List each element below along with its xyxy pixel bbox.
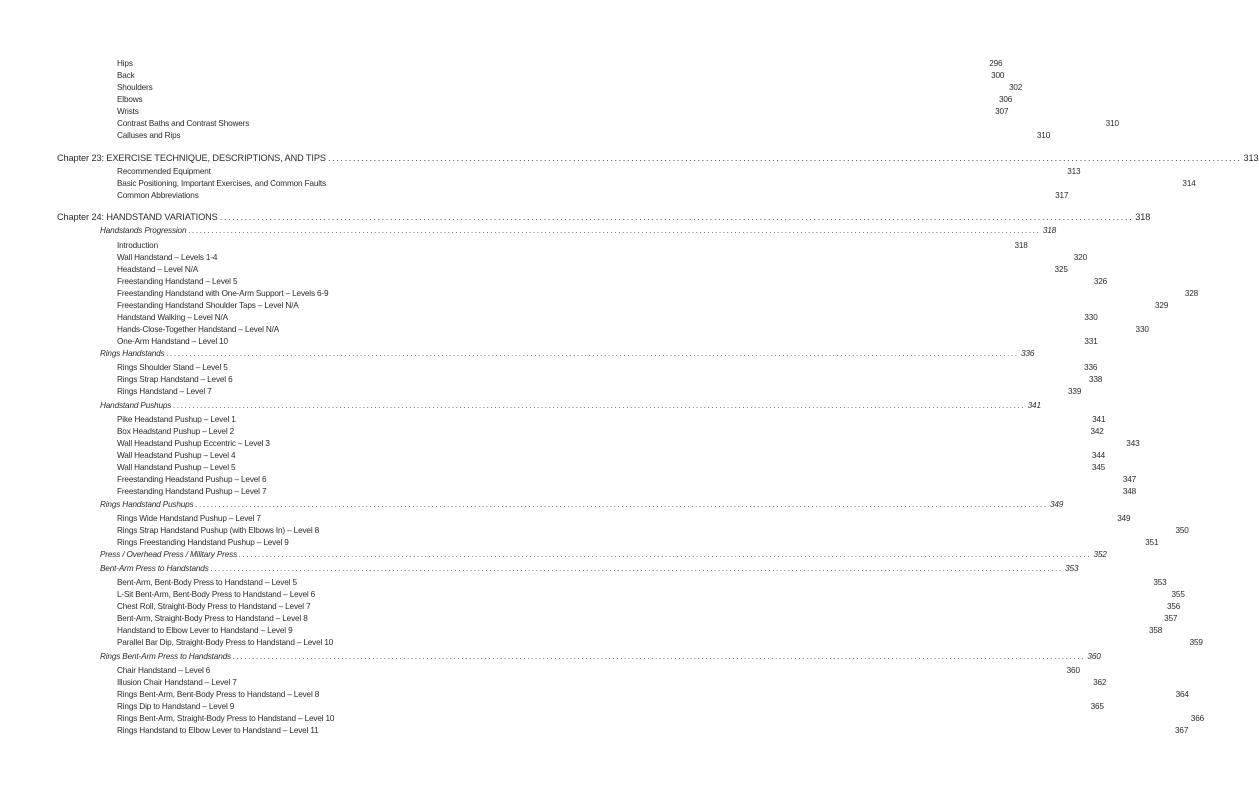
entry-title: Wall Headstand Pushup Eccentric – Level 3 [117, 439, 270, 448]
page-number: 349 [1049, 500, 1064, 509]
entry-title: Bent-Arm Press to Handstands [100, 564, 209, 573]
page-number: 313 [1243, 153, 1259, 163]
entry-title: Pike Headstand Pushup – Level 1 [117, 415, 236, 424]
entry-title: Introduction [117, 241, 158, 250]
toc-entry [117, 312, 1098, 324]
entry-title: Rings Bent-Arm, Bent-Body Press to Handstand – Level 8 [117, 690, 320, 699]
dot-leader: ............................................................................................................................................................................................................................ [195, 500, 1048, 509]
page-number: 355 [1171, 590, 1185, 599]
entry-title: Freestanding Handstand Pushup – Level 7 [117, 487, 267, 496]
chapter-heading [57, 152, 1259, 164]
toc-entry [117, 689, 1189, 701]
page-number: 302 [1008, 83, 1023, 92]
page-number: 331 [1084, 337, 1098, 346]
entry-title: Basic Positioning, Important Exercises, and Common Faults [117, 179, 326, 188]
page-number: 310 [1036, 131, 1051, 140]
entry-title: Rings Shoulder Stand – Level 5 [117, 363, 228, 372]
page-number: 326 [1093, 277, 1108, 286]
page-number: 356 [1166, 602, 1181, 611]
entry-title: Box Headstand Pushup – Level 2 [117, 427, 235, 436]
entry-title: Illusion Chair Handstand – Level 7 [117, 678, 237, 687]
entry-title: Chapter 24: HANDSTAND VARIATIONS [57, 212, 218, 222]
page-number: 306 [998, 95, 1013, 104]
entry-title: Parallel Bar Dip, Straight-Body Press to Handstand – Level 10 [117, 638, 334, 647]
toc-entry [117, 288, 1199, 300]
entry-title: Rings Strap Handstand – Level 6 [117, 375, 233, 384]
entry-title: Contrast Baths and Contrast Showers [117, 119, 250, 128]
toc-entry [117, 70, 1005, 82]
toc-entry [117, 276, 1108, 288]
section-heading [100, 348, 1035, 360]
dot-leader: ............................................................................................................................................................................................................................ [327, 153, 1242, 163]
page-number: 296 [989, 59, 1003, 68]
entry-title: Wall Handstand – Levels 1-4 [117, 253, 218, 262]
entry-title: Freestanding Handstand with One-Arm Support – Levels 6-9 [117, 289, 329, 298]
section-heading [100, 225, 1057, 237]
entry-title: Chair Handstand – Level 6 [117, 666, 211, 675]
chapter-heading [57, 211, 1151, 223]
entry-title: Freestanding Headstand Pushup – Level 6 [117, 475, 267, 484]
page-number: 353 [1065, 564, 1079, 573]
page-number: 360 [1066, 666, 1080, 675]
entry-title: One-Arm Handstand – Level 10 [117, 337, 228, 346]
toc-entry [117, 240, 1028, 252]
dot-leader: ............................................................................................................................................................................................................................ [239, 550, 1092, 559]
toc-entry [117, 577, 1167, 589]
toc-entry [117, 362, 1098, 374]
toc-entry [117, 94, 1013, 106]
page-number: 352 [1093, 550, 1107, 559]
entry-title: Shoulders [117, 83, 153, 92]
toc-entry [117, 513, 1131, 525]
page-number: 329 [1155, 301, 1169, 310]
section-heading [100, 651, 1101, 663]
toc-entry [117, 474, 1137, 486]
page-number: 336 [1020, 349, 1035, 358]
entry-title: Handstands Progression [100, 226, 187, 235]
entry-title: Hands-Close-Together Handstand – Level N/A [117, 325, 280, 334]
entry-title: Rings Handstand – Level 7 [117, 387, 212, 396]
toc-entry [117, 701, 1104, 713]
toc-entry [117, 613, 1178, 625]
page-number: 347 [1122, 475, 1137, 484]
page-number: 300 [991, 71, 1005, 80]
page-number: 343 [1126, 439, 1140, 448]
page-number: 317 [1055, 191, 1069, 200]
page-number: 364 [1175, 690, 1189, 699]
toc-entry [117, 438, 1140, 450]
page-number: 345 [1091, 463, 1106, 472]
toc-entry [117, 386, 1082, 398]
toc-entry [117, 450, 1106, 462]
page-number: 359 [1189, 638, 1203, 647]
toc-entry [117, 462, 1106, 474]
entry-title: Rings Strap Handstand Pushup (with Elbows In) – Level 8 [117, 526, 320, 535]
page-number: 344 [1091, 451, 1106, 460]
entry-title: Common Abbreviations [117, 191, 199, 200]
page-number: 341 [1027, 401, 1041, 410]
page-number: 362 [1093, 678, 1107, 687]
page-number: 307 [995, 107, 1009, 116]
page-number: 341 [1092, 415, 1106, 424]
toc-entry [117, 537, 1159, 549]
toc-entry [117, 713, 1205, 725]
page-number: 318 [1042, 226, 1057, 235]
toc-entry [117, 665, 1080, 677]
page-number: 318 [1014, 241, 1028, 250]
entry-title: Chest Roll, Straight-Body Press to Handstand – Level 7 [117, 602, 311, 611]
dot-leader: ............................................................................................................................................................................................................................ [232, 652, 1086, 661]
page-number: 339 [1068, 387, 1082, 396]
section-heading [100, 499, 1064, 511]
toc-entry [117, 166, 1081, 178]
toc-entry [117, 300, 1169, 312]
entry-title: Freestanding Handstand Shoulder Taps – Level N/A [117, 301, 299, 310]
page-number: 338 [1088, 375, 1103, 384]
page-number: 360 [1087, 652, 1101, 661]
toc-entry [117, 58, 1003, 70]
dot-leader: ............................................................................................................................................................................................................................ [188, 226, 1041, 235]
page-number: 353 [1153, 578, 1167, 587]
entry-title: Rings Handstand Pushups [100, 500, 194, 509]
toc-entry [117, 264, 1068, 276]
page-number: 314 [1182, 179, 1196, 188]
toc-entry [117, 336, 1098, 348]
entry-title: Bent-Arm, Bent-Body Press to Handstand – Level 5 [117, 578, 297, 587]
entry-title: Calluses and Rips [117, 131, 181, 140]
entry-title: Freestanding Handstand – Level 5 [117, 277, 238, 286]
toc-entry [117, 426, 1104, 438]
page-number: 325 [1054, 265, 1068, 274]
section-heading [100, 400, 1041, 412]
entry-title: Handstand Pushups [100, 401, 172, 410]
page-number: 367 [1175, 726, 1189, 735]
toc-entry [117, 130, 1051, 142]
entry-title: Elbows [117, 95, 143, 104]
entry-title: Chapter 23: EXERCISE TECHNIQUE, DESCRIPTIONS, AND TIPS [57, 153, 326, 163]
page-number: 328 [1184, 289, 1199, 298]
section-heading [100, 549, 1107, 561]
entry-title: L-Sit Bent-Arm, Bent-Body Press to Handstand – Level 6 [117, 590, 316, 599]
entry-title: Rings Handstand to Elbow Lever to Handstand – Level 11 [117, 726, 319, 735]
toc-entry [117, 324, 1149, 336]
dot-leader: ............................................................................................................................................................................................................................ [210, 564, 1064, 573]
section-heading [100, 563, 1079, 575]
entry-title: Rings Dip to Handstand – Level 9 [117, 702, 235, 711]
page-number: 351 [1145, 538, 1159, 547]
toc-entry [117, 252, 1087, 264]
entry-title: Rings Bent-Arm Press to Handstands [100, 652, 231, 661]
toc-entry [117, 414, 1106, 426]
page-number: 350 [1175, 526, 1189, 535]
entry-title: Rings Bent-Arm, Straight-Body Press to Handstand – Level 10 [117, 714, 335, 723]
page-number: 320 [1073, 253, 1087, 262]
entry-title: Recommended Equipment [117, 167, 211, 176]
toc-entry [117, 106, 1009, 118]
dot-leader: ............................................................................................................................................................................................................................ [219, 212, 1134, 222]
toc-entry [117, 374, 1103, 386]
page-number: 310 [1105, 119, 1119, 128]
entry-title: Wrists [117, 107, 139, 116]
entry-title: Wall Handstand Pushup – Level 5 [117, 463, 236, 472]
entry-title: Wall Headstand Pushup – Level 4 [117, 451, 236, 460]
toc-entry [117, 725, 1189, 737]
page-number: 336 [1084, 363, 1098, 372]
entry-title: Rings Freestanding Handstand Pushup – Level 9 [117, 538, 289, 547]
toc-entry [117, 589, 1185, 601]
entry-title: Rings Wide Handstand Pushup – Level 7 [117, 514, 261, 523]
page-number: 342 [1090, 427, 1104, 436]
toc-entry [117, 486, 1137, 498]
entry-title: Headstand – Level N/A [117, 265, 199, 274]
toc-entry [117, 625, 1163, 637]
page-number: 365 [1090, 702, 1104, 711]
page-number: 357 [1164, 614, 1178, 623]
toc-entry [117, 178, 1196, 190]
page-number: 348 [1122, 487, 1137, 496]
entry-title: Hips [117, 59, 133, 68]
toc-entry [117, 118, 1119, 130]
toc-entry [117, 82, 1023, 94]
entry-title: Handstand to Elbow Lever to Handstand – Level 9 [117, 626, 293, 635]
page-number: 349 [1117, 514, 1131, 523]
page-number: 313 [1067, 167, 1081, 176]
page-number: 330 [1084, 313, 1098, 322]
toc-entry [117, 637, 1203, 649]
entry-title: Rings Handstands [100, 349, 165, 358]
entry-title: Bent-Arm, Straight-Body Press to Handstand – Level 8 [117, 614, 308, 623]
page-number: 330 [1135, 325, 1149, 334]
toc-entry [117, 677, 1107, 689]
toc-entry [117, 601, 1181, 613]
page-number: 318 [1135, 212, 1151, 222]
toc-entry [117, 190, 1069, 202]
page-number: 366 [1190, 714, 1205, 723]
dot-leader: ............................................................................................................................................................................................................................ [173, 401, 1026, 410]
entry-title: Handstand Walking – Level N/A [117, 313, 228, 322]
page-number: 358 [1148, 626, 1163, 635]
toc-entry [117, 525, 1189, 537]
entry-title: Press / Overhead Press / Military Press [100, 550, 238, 559]
entry-title: Back [117, 71, 135, 80]
dot-leader: ............................................................................................................................................................................................................................ [166, 349, 1019, 358]
